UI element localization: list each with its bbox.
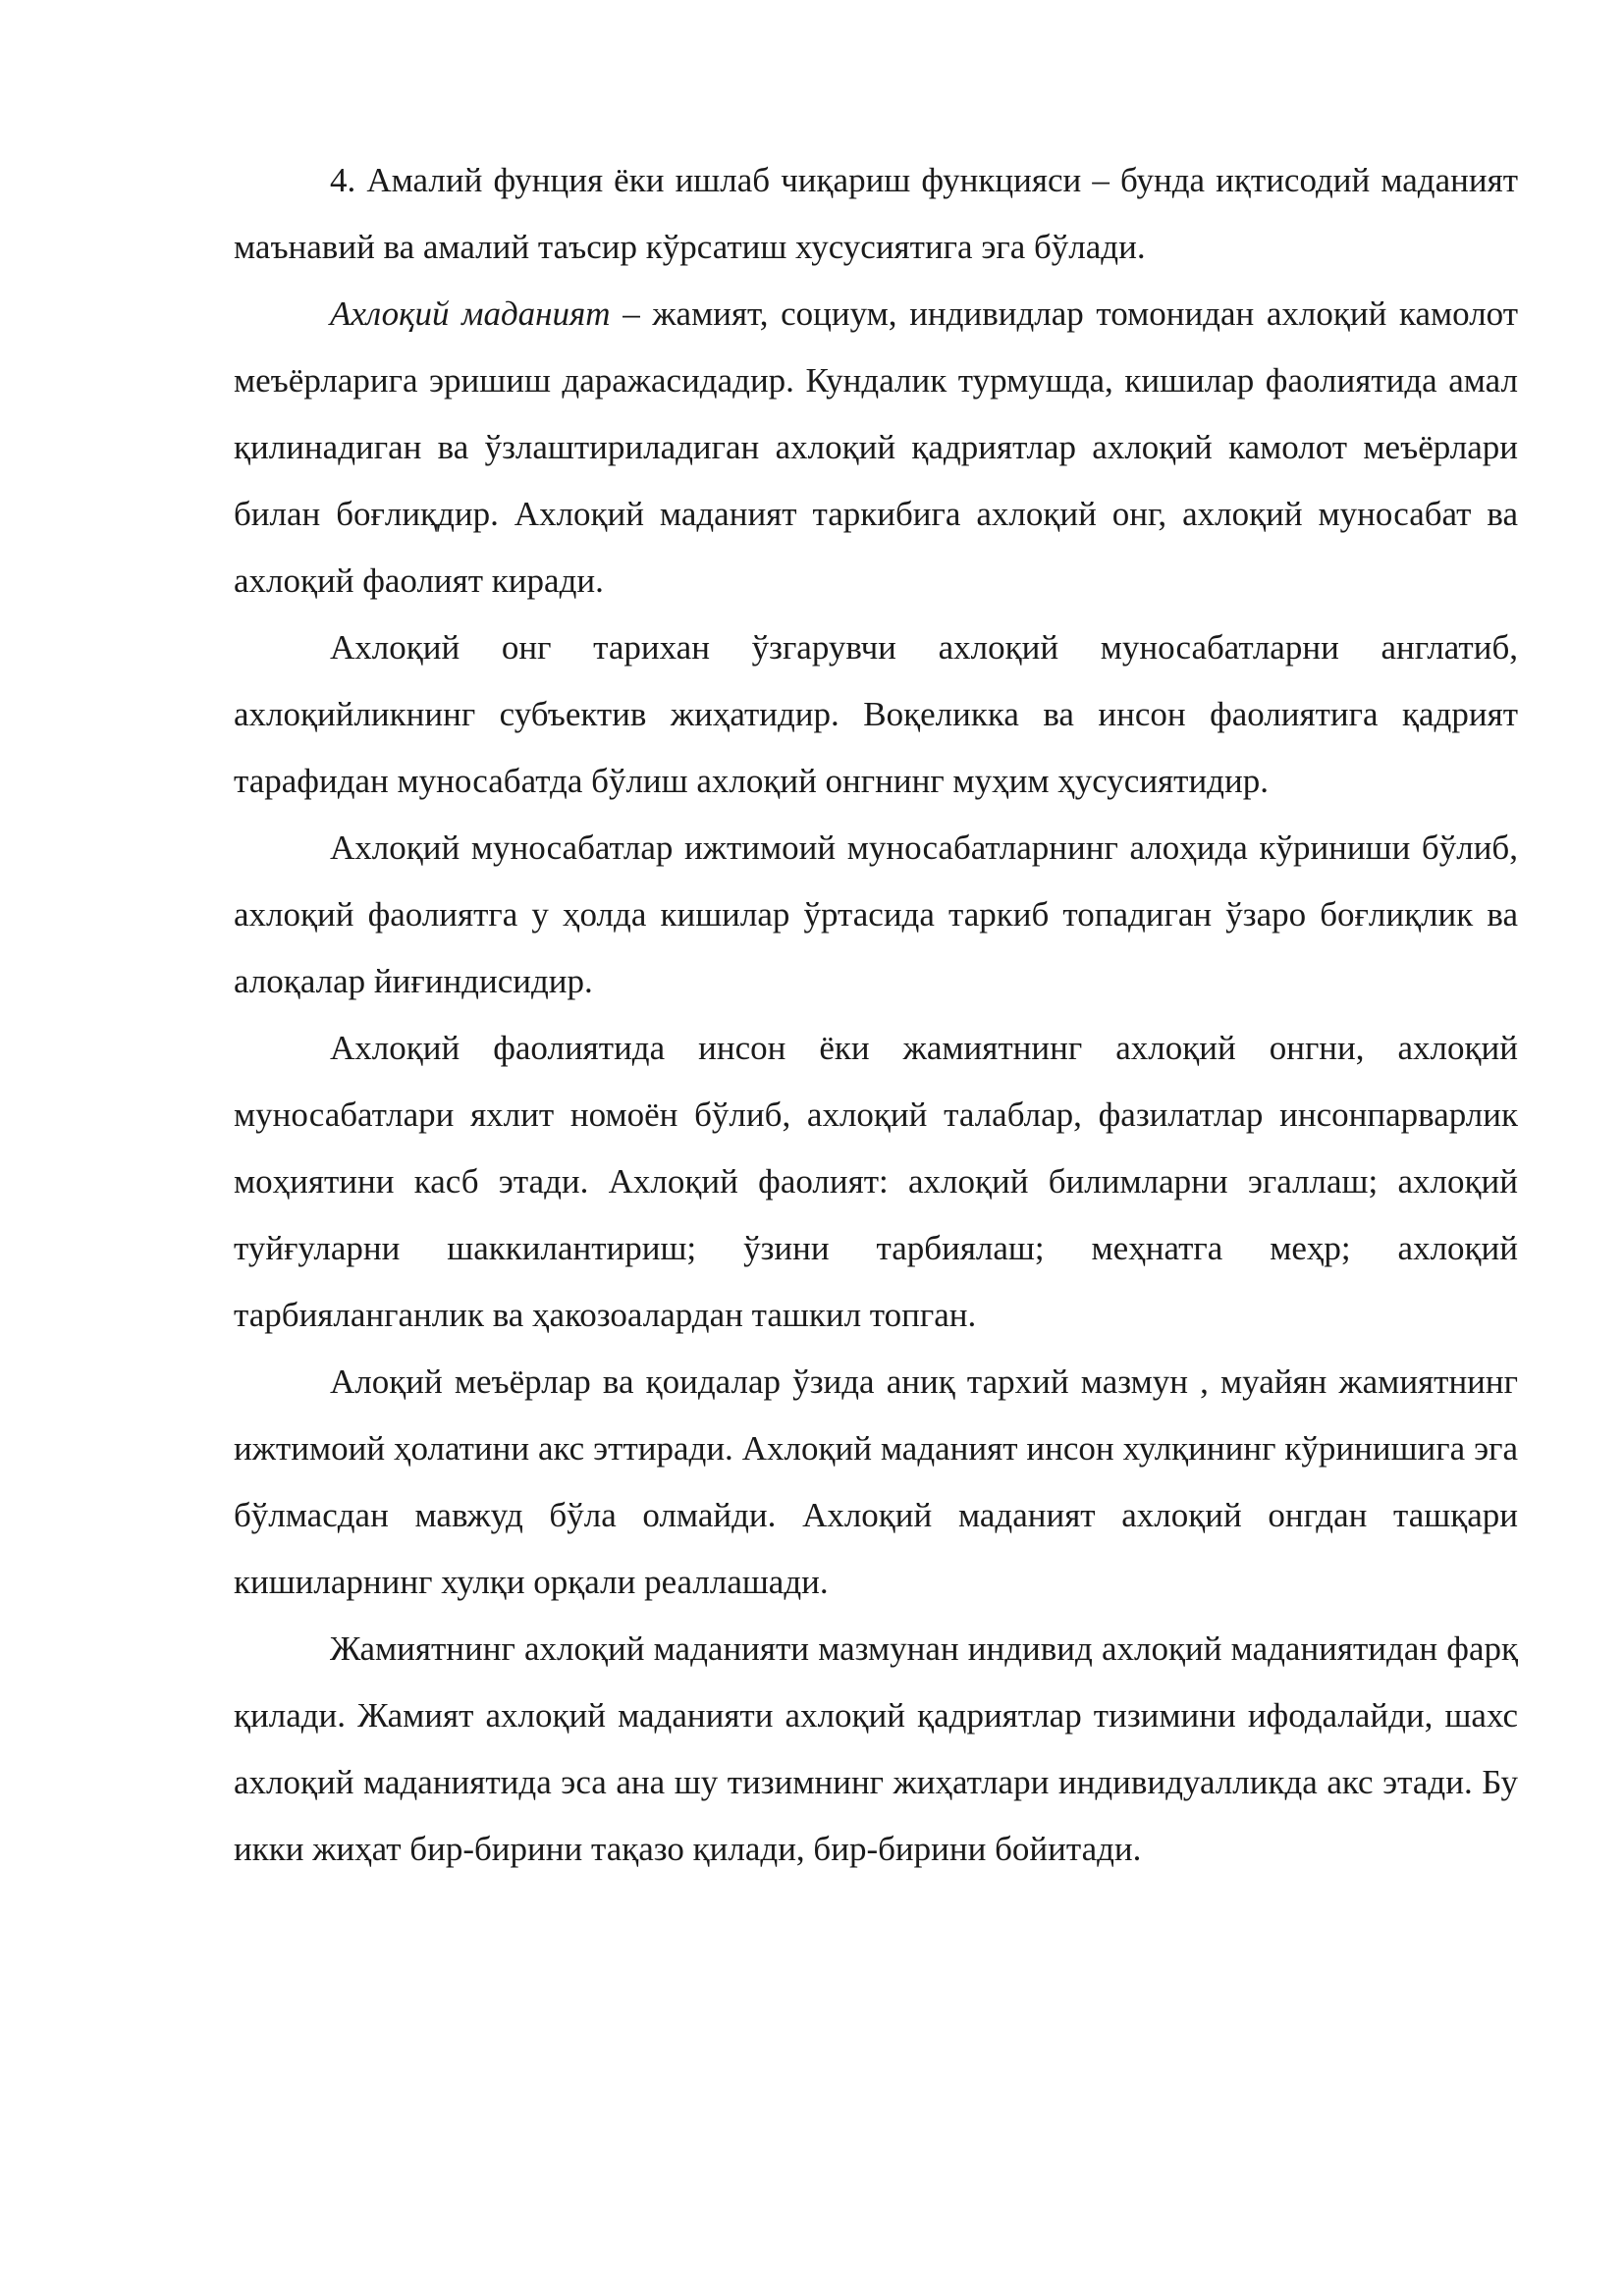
paragraph-text: Ахлоқий муносабатлар ижтимоий муносабатларнинг алоҳида кўриниши бўлиб, ахлоқий фаолиятга у ҳолда кишилар ўртасида таркиб топадиган ўзаро боғлиқлик ва алоқалар йиғиндисидир. bbox=[234, 828, 1518, 1000]
paragraph-moral-culture-definition bbox=[234, 281, 1518, 614]
paragraph-society-vs-individual bbox=[234, 1616, 1518, 1883]
paragraph-text: – жамият, социум, индивидлар томонидан ахлоқий камолот меъёрларига эришиш даражасидадир. Кундалик турмушда, кишилар фаолиятида амал қилинадиган ва ўзлаштириладиган ахлоқий қадриятлар ахлоқий камолот меъёрлари билан боғлиқдир. Ахлоқий маданият таркибига ахлоқий онг, ахлоқий муносабат ва ахлоқий фаолият киради. bbox=[234, 294, 1518, 600]
paragraph-text: Алоқий меъёрлар ва қоидалар ўзида аниқ тархий мазмун , муайян жамиятнинг ижтимоий ҳолатини акс эттиради. Ахлоқий маданият инсон хулқининг кўринишига эга бўлмасдан мавжуд бўла олмайди. Ахлоқий маданият ахлоқий онгдан ташқари кишиларнинг хулқи орқали реаллашади. bbox=[234, 1362, 1518, 1601]
paragraph-moral-norms bbox=[234, 1349, 1518, 1616]
paragraph-moral-consciousness bbox=[234, 614, 1518, 815]
paragraph-moral-activity bbox=[234, 1015, 1518, 1349]
paragraph-moral-relations bbox=[234, 815, 1518, 1015]
italic-term: Ахлоқий маданият bbox=[330, 294, 611, 333]
document-page bbox=[234, 147, 1518, 1883]
paragraph-practical-function bbox=[234, 147, 1518, 281]
paragraph-text: Жамиятнинг ахлоқий маданияти мазмунан индивид ахлоқий маданиятидан фарқ қилади. Жамият ахлоқий маданияти ахлоқий қадриятлар тизимини ифодалайди, шахс ахлоқий маданиятида эса ана шу тизимнинг жиҳатлари индивидуалликда акс этади. Бу икки жиҳат бир-бирини тақазо қилади, бир-бирини бойитади. bbox=[234, 1629, 1518, 1868]
paragraph-text: Ахлоқий фаолиятида инсон ёки жамиятнинг ахлоқий онгни, ахлоқий муносабатлари яхлит номоён бўлиб, ахлоқий талаблар, фазилатлар инсонпарварлик моҳиятини касб этади. Ахлоқий фаолият: ахлоқий билимларни эгаллаш; ахлоқий туйғуларни шаккилантириш; ўзини тарбиялаш; меҳнатга меҳр; ахлоқий тарбияланганлик ва ҳакозоалардан ташкил топган. bbox=[234, 1029, 1518, 1334]
paragraph-text: Ахлоқий онг тарихан ўзгарувчи ахлоқий муносабатларни англатиб, ахлоқийликнинг субъектив жиҳатидир. Воқеликка ва инсон фаолиятига қадрият тарафидан муносабатда бўлиш ахлоқий онгнинг муҳим ҳусусиятидир. bbox=[234, 628, 1518, 800]
paragraph-text: 4. Амалий фунция ёки ишлаб чиқариш функцияси – бунда иқтисодий маданият маънавий ва амалий таъсир кўрсатиш хусусиятига эга бўлади. bbox=[234, 161, 1518, 266]
